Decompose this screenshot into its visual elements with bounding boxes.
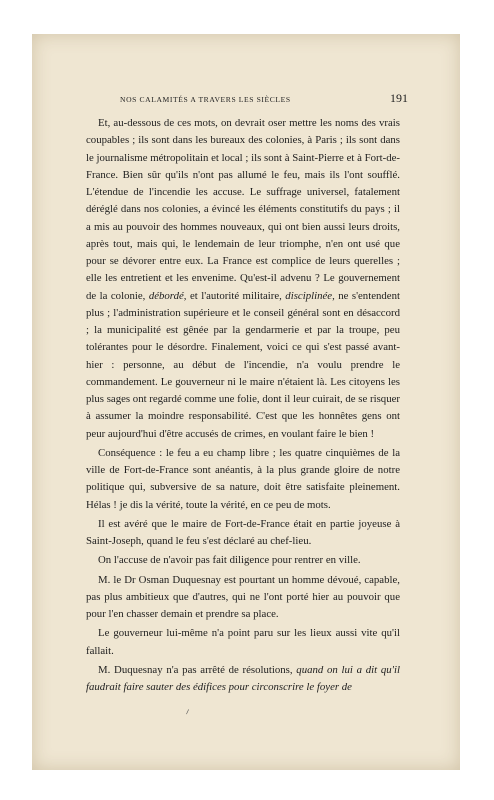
page-header: [86, 93, 408, 107]
paragraph: Le gouverneur lui-même n'a point paru sur les lieux aussi vite qu'il fallait.: [86, 627, 400, 657]
running-title: NOS CALAMITÉS A TRAVERS LES SIÈCLES: [120, 95, 291, 104]
text-run: M. Duquesnay n'a pas arrêté de résolutions,: [98, 663, 297, 676]
text-run: ne s'entendent plus ; l'administration supérieure et le conseil général sont en désaccord ; la municipalité est gênée par la gendarmerie et par la troupe, peu tolérantes pour le désordre. Finalement, voici ce qui s'est passé avant-hier : personne, au début de l'incendie, n'a voulu prendre le commandement. Le gouverneur ni le maire n'étaient là. Les citoyens les plus sages ont regardé comme une folie, dont il leur cuirait, de se risquer à assumer la moindre responsabilité. C'est que les honnêtes gens ont peur aujourd'hui d'être accusés de crimes, en voulant faire le bien !: [86, 289, 400, 440]
paragraph: M. le Dr Osman Duquesnay est pourtant un homme dévoué, capable, pas plus ambitieux que d'autres, qui ne l'ont porté hier au pouvoir que pour l'en chasser demain et prendre sa place.: [86, 573, 400, 620]
paragraph: [86, 115, 400, 443]
page-number: 191: [390, 91, 408, 105]
italic-run: débordé,: [148, 289, 187, 302]
italic-run: disciplinée,: [285, 289, 335, 302]
italic-run: quand on lui a dit qu'il faudrait faire sauter des édifices pour circonscrire le foyer de: [86, 663, 400, 693]
paragraph: Conséquence : le feu a eu champ libre ; les quatre cinquièmes de la ville de Fort-de-France sont anéantis, à la plus grande gloire de notre politique qui, subversive de sa nature, doit être satisfaite pleinement. Hélas ! je dis la vérité, toute la vérité, en ce peu de mots.: [86, 446, 400, 511]
text-run: Et, au-dessous de ces mots, on devrait oser mettre les noms des vrais coupables ; ils sont dans les bureaux des colonies, à Paris ; ils sont dans le journalisme métropolitain et local ; ils sont à Saint-Pierre et à Fort-de-France. Bien sûr qu'ils n'ont pas allumé le feu, mais ils l'ont soufflé. L'étendue de l'incendie les accuse. Le suffrage universel, fatalement déréglé dans nos colonies, a évincé les éléments constitutifs du pays ; il a mis au pouvoir des hommes nouveaux, qui ont bien aussi leurs droits, après tout, mais qui, le lendemain de leur triomphe, n'en ont usé que pour se dévorer entre eux. La France est complice de leurs querelles ; elle les entretient et les envenime. Qu'est-il advenu ? Le gouvernement de la colonie,: [86, 117, 400, 302]
paragraph: [86, 662, 400, 697]
paragraph: Il est avéré que le maire de Fort-de-France était en partie joyeuse à Saint-Joseph, quand le feu s'est déclaré au chef-lieu.: [86, 517, 400, 547]
paragraph: On l'accuse de n'avoir pas fait diligence pour rentrer en ville.: [98, 554, 361, 567]
body-text: [86, 115, 400, 696]
margin-mark: ⸝: [182, 703, 192, 717]
text-run: et l'autorité militaire,: [186, 289, 286, 302]
